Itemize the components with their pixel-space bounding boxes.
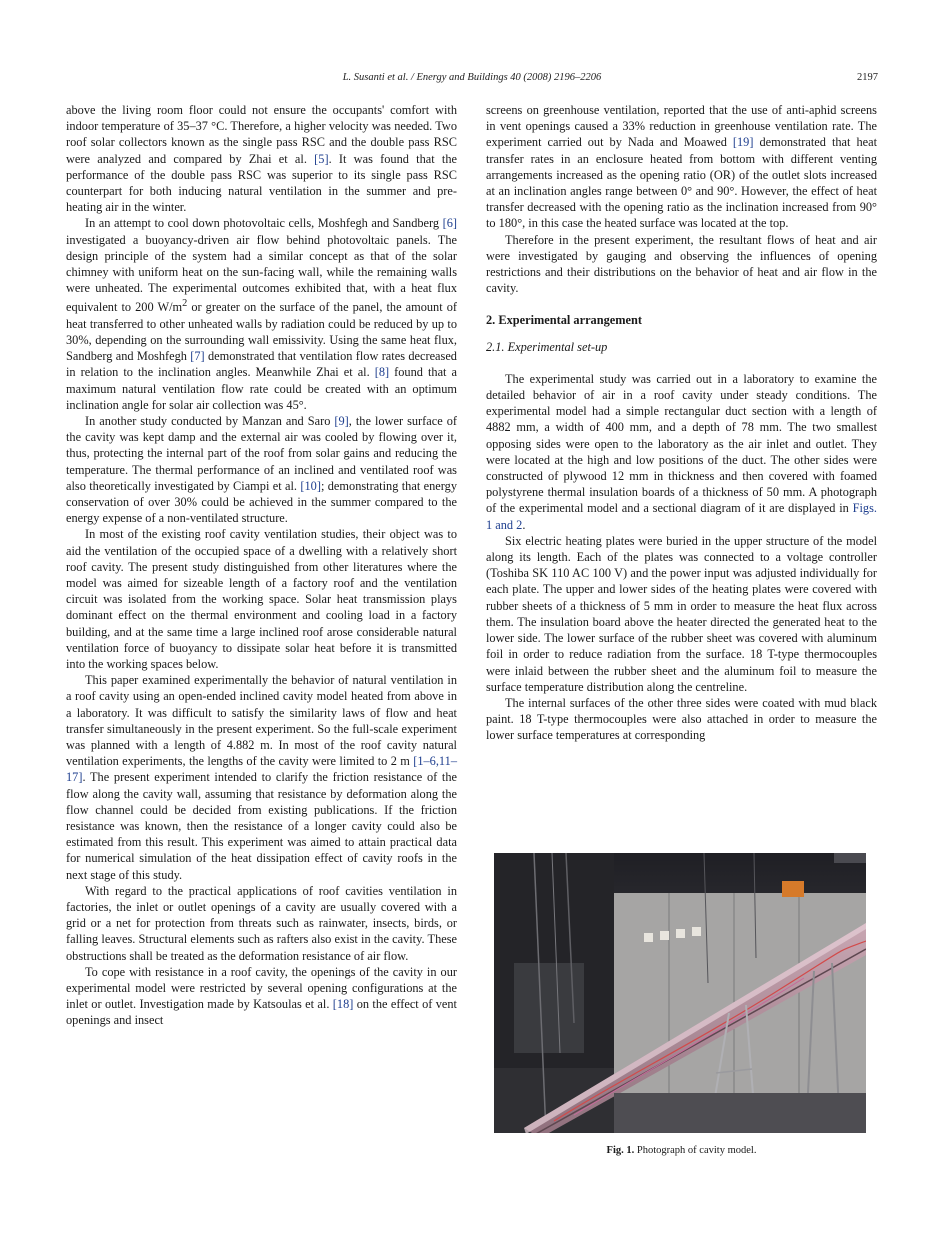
paragraph: The internal surfaces of the other three sides were coated with mud black paint. 18 T-type thermocouples were also attached in order to measure the lower surface temperatures at corresponding xyxy=(486,695,877,743)
citation-link[interactable]: [8] xyxy=(374,365,390,380)
paragraph: With regard to the practical applications of roof cavities ventilation in factories, the inlet or outlet openings of a cavity are usually covered with a grid or a net for protection from threats such as rainwater, insects, birds, or falling leaves. Structural elements such as rafters also exist in the cavity. These obstructions shall be treated as the deformation resistance of air flow. xyxy=(66,883,457,963)
paragraph: above the living room floor could not ensure the occupants' comfort with indoor temperature of 35–37 °C. Therefore, a higher velocity was needed. Two roof solar collectors known as the single pass RSC and the double pass RSC were analyzed and compared by Zhai et al. [5]. It was found that the performance of the double pass RSC was superior to its single pass RSC counterpart for both inducing natural ventilation in the summer and pre-heating air in the winter. xyxy=(66,103,457,215)
figure-label: Fig. 1. xyxy=(606,1145,635,1156)
paragraph: In an attempt to cool down photovoltaic cells, Moshfegh and Sandberg [6] investigated a buoyancy-driven air flow behind photovoltaic panels. The design principle of the system had a similar concept as that of the solar chimney with uniform heat on the sun-facing wall, while the remaining walls were unheated. The experimental outcomes exhibited that, with a heat flux equivalent to 200 $W/m^2$ or greater on the surface of the panel, the amount of heat transferred to other unheated walls by radiation could be reduced by up to 30%, depending on the surrounding wall emissivity. Using the same heat flux, Sandberg and Moshfegh [7] demonstrated that ventilation flow rates decreased in relation to the inclination angles. Meanwhile Zhai et al. [8] found that a maximum natural ventilation flow rate could be created with an optimum inclination angle for solar air collection was 45°. xyxy=(66,216,457,412)
paragraph: screens on greenhouse ventilation, reported that the use of anti-aphid screens in vent openings caused a 33% reduction in greenhouse ventilation rate. The experiment carried out by Nada and Moawed [19] demonstrated that heat transfer rates in an enclosure heated from bottom with different venting arrangements increased as the opening ratio (OR) of the outlet slots increased at an inclination angles range between 0° and 90°. However, the effect of heat transfer decreased with the opening ratio as the inclination increased from 90° to 180°, in this case the heated surface was located at the top. xyxy=(486,103,878,231)
figure-caption xyxy=(486,1145,877,1156)
paragraph: Six electric heating plates were buried in the upper structure of the model along its length. Each of the plates was connected to a voltage controller (Toshiba SK 110 AC 100 V) and the power input was adjusted individually for each plate. The upper and lower sides of the heating plates were covered with rubber sheets of a thickness of 5 mm in order to measure the heat flux across them. The insulation board above the heater directed the generated heat to the lower side. The lower surface of the rubber sheet was covered with aluminum foil in order to reduce radiation from the surface. 18 T-type thermocouples were inlaid between the rubber sheet and the aluminum foil to measure the surface temperature distribution along the centreline. xyxy=(486,533,877,694)
paragraph: To cope with resistance in a roof cavity, the openings of the cavity in our experimental model were restricted by several opening configurations at the inlet or outlet. Investigation made by Katsoulas et al. [18] on the effect of vent openings and insect xyxy=(66,964,457,1028)
paragraph: In another study conducted by Manzan and Saro [9], the lower surface of the cavity was kept damp and the external air was cooled by flowing over it, thus, protecting the internal part of the roof from solar gains and reducing the temperature. The thermal performance of an inclined and ventilated roof was also theoretically investigated by Ciampi et al. [10]; demonstrating that energy conservation of over 30% could be achieved in the summer compared to the energy expense of a non-ventilated structure. xyxy=(66,413,457,526)
paragraph: Therefore in the present experiment, the resultant flows of heat and air were investigated by gauging and observing the influences of opening restrictions and their distributions on the behavior of heat and air flow in the cavity. xyxy=(486,232,877,296)
left-column xyxy=(66,102,457,1029)
paragraph: In most of the existing roof cavity ventilation studies, their object was to aid the ventilation of the occupied space of a dwelling with a relatively short roof cavity. The present study distinguished from other literatures where the model was aimed for sizeable length of a factory roof and the ventilation circuit was isolated from the working space. Solar heat transmission plays dominant effect on the thermal environment and cooling load in a factory building, and at the same time a large inclined roof arose considerable natural ventilation force of buoyancy to dissipate solar heat before it is transmitted into the working spaces below. xyxy=(66,527,457,672)
subsection-heading: 2.1. Experimental set-up xyxy=(486,339,608,354)
figure-link[interactable]: Figs. 1 and 2 xyxy=(486,501,877,532)
paragraph: This paper examined experimentally the behavior of natural ventilation in a roof cavity using an open-ended inclined cavity model heated from above in a laboratory. It was difficult to satisfy the similarity laws of flow and heat transfer simultaneously in the present experiment. So the full-scale experiment was planned with a length of 4.882 m. In most of the roof cavity natural ventilation experiments, the lengths of the cavity were limited to 2 m [1–6,11–17]. The present experiment intended to clarify the friction resistance of the flow along the cavity wall, assuming that resistance by deformation along the flow channel could be decided from existing publications. If the friction resistance was known, then the resistance of a longer cavity could also be estimated from this result. This experiment was aimed to attain practical data for numerical simulation of the heat dissipation effect of cavity roofs in the next stage of this study. xyxy=(66,673,457,882)
citation-link[interactable]: [19] xyxy=(732,135,754,150)
right-column xyxy=(486,102,877,744)
figure-caption-text: Photograph of cavity model. xyxy=(634,1145,757,1156)
cavity-model-photo xyxy=(494,853,866,1133)
citation-link[interactable]: [9] xyxy=(334,413,349,428)
citation-link[interactable]: [7] xyxy=(190,349,205,364)
paragraph: The experimental study was carried out in a laboratory to examine the detailed behavior of air in a roof cavity under steady conditions. The experimental model had a simple rectangular duct section with a length of 4882 mm, a width of 400 mm, and a depth of 78 mm. The two smallest opposing sides were open to the laboratory as the air inlet and outlet. They were located at the high and low positions of the duct. The other sides were constructed of plywood 12 mm in thickness and then covered with foamed polystyrene thermal insulation boards of a thickness of 50 mm. A photograph of the experimental model and a sectional diagram of it are displayed in Figs. 1 and 2. xyxy=(486,371,877,532)
citation-link[interactable]: [1–6,11–17] xyxy=(66,754,457,785)
citation-link[interactable]: [10] xyxy=(300,478,321,493)
section-heading: 2. Experimental arrangement xyxy=(486,313,642,328)
citation-link[interactable]: [5] xyxy=(314,151,329,166)
citation-link[interactable]: [6] xyxy=(442,216,457,231)
citation-link[interactable]: [18] xyxy=(332,997,354,1012)
page-number: 2197 xyxy=(857,72,878,83)
running-header xyxy=(66,72,878,83)
running-title: L. Susanti et al. / Energy and Buildings 40 (2008) 2196–2206 xyxy=(342,72,602,83)
